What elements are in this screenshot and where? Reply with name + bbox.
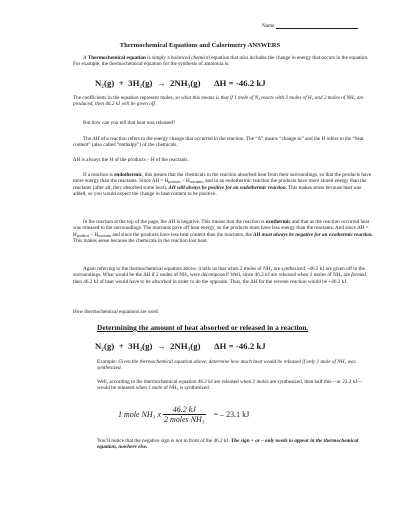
exothermic-paragraph: [73, 219, 373, 244]
conversion-calculation: [118, 405, 249, 424]
again-text-i: , then 46.2 kJ of heat would have to be: [73, 272, 368, 285]
exo-text-c: and that as the reaction occurred heat was released to the surroundings. The reactants gave off heat energy, so the products must have less energy than the reactants. And since ΔH = H: [73, 219, 370, 238]
again-released: released: [278, 272, 296, 279]
notice-rule: The sign + or – only needs to appear in the thermochemical equation, nowhere else.: [97, 438, 359, 451]
endo-text-c: , this means that the chemicals in the reaction absorbed heat from their surroundings, so that the products have more energy than the reactants. Since ΔH = H: [73, 172, 372, 185]
page-title: Thermochemical Equations and Calorimetry ANSWERS: [119, 42, 281, 49]
reverse-reaction-paragraph: [73, 266, 373, 285]
exo-term: exothermic: [265, 219, 291, 225]
calc-fraction: [163, 405, 206, 424]
example-question: Given the thermochemical equation above, determine how much heat would be released if only 1 mole of NH₃ was synthesized.: [97, 359, 356, 372]
section-heading: Determining the amount of heat absorbed or released in a reaction.: [97, 323, 309, 332]
well-text-c: are synthesized, then half this—or 23.2 kJ—would be released when: [97, 379, 363, 392]
example-label: Example:: [97, 359, 119, 365]
how-used-line: How thermochemical equations are used:: [73, 309, 159, 315]
intro-paragraph: [73, 55, 373, 68]
thermochemical-equation-2: N₂(g) + 3H₂(g) → 2NH₃(g) ΔH = -46.2 kJ: [95, 341, 266, 351]
again-decomposed: decomposed: [201, 272, 227, 279]
name-blank-line: [276, 28, 358, 29]
endo-sub-products: products: [168, 180, 181, 185]
calc-numerator: 46.2 kJ: [163, 405, 206, 415]
endo-sub-reactants: reactants: [189, 180, 203, 185]
endo-text-e: – H: [180, 178, 190, 185]
intro-text-e: equation that: [209, 55, 240, 61]
endo-text-a: If a reaction is: [83, 172, 115, 178]
exo-text-i: This makes sense because the chemicals in the reaction lost heat.: [73, 237, 208, 244]
well-one-mole: 1 mole: [148, 385, 163, 392]
endo-text-i: This makes sense because heat was added, so you would expect the change in heat content to be positive.: [73, 184, 362, 197]
coeff-text-a: The coefficients in the equation represent moles,: [73, 95, 176, 101]
heat-released-question: But how can you tell that heat was released?: [83, 120, 176, 126]
endo-rule: ΔH will always be positive for an endothermic reaction.: [168, 184, 287, 191]
delta-h-definition: ΔH is always the H of the products – H of the reactants.: [73, 157, 189, 163]
again-synthesized: synthesized: [281, 266, 305, 272]
intro-term: Thermochemical equation: [87, 55, 146, 61]
again-text-e: ? Well, since 46.2 kJ are: [226, 272, 279, 279]
endo-text-g: , and in an endothermic reaction the products have more stored energy than the reactants (after all, they absorbed some heat),: [73, 178, 367, 191]
exo-text-a: In the reaction at the top of the page, the ΔH is negative. This means that the reaction is: [83, 219, 266, 225]
sign-note-paragraph: [97, 438, 373, 451]
again-text-a: Again referring to the thermochemical equation above, it tells us that when 2 moles of NH₃ are: [83, 266, 282, 272]
intro-text-g: includes the change in energy that occurs in the equation. For example, the thermochemical equation for the synthesis of ammonia is:: [73, 55, 369, 68]
again-text-g: when 2 moles of NH₃ are: [295, 272, 352, 279]
name-field: [262, 23, 358, 29]
exo-text-g: and since the products have less heat content than the reactants, the: [111, 231, 254, 238]
well-two-moles: 2 moles: [252, 379, 269, 385]
coefficients-paragraph: [73, 95, 373, 108]
example-paragraph: [97, 359, 373, 372]
name-label: Name: [262, 23, 275, 29]
endothermic-paragraph: [73, 172, 373, 197]
again-formed: formed: [351, 272, 366, 279]
intro-also: also: [239, 55, 249, 61]
endo-term: endothermic: [114, 172, 143, 178]
coeff-text-b: so what this means is that if 1 mole of N₂ reacts with 3 moles of H₂ and 2 moles of NH₃ are produced, then 46.2 kJ will be given off.: [73, 95, 364, 108]
intro-text-c: is simply a: [145, 55, 171, 61]
again-absorbed: absorbed: [151, 278, 172, 285]
delta-h-paragraph: The ΔH of a reaction refers to the energy change that occurred in the reaction. The “Δ” means “change in” and the H refers to the “heat content” (also called “enthalpy”) of the chemicals.: [73, 136, 364, 149]
well-text-e: of NH₃ is synthesized.: [162, 385, 211, 392]
calc-result: = – 23.1 kJ: [213, 410, 250, 419]
intro-balanced: balanced chemical: [170, 55, 210, 61]
exo-text-e: – H: [89, 231, 99, 238]
notice-text-a: You’ll notice that the negative sign is not in front of the 46.2 kJ.: [97, 438, 232, 444]
calc-denominator: 2 moles NH₃: [164, 415, 205, 424]
well-text-a: Well, according to the thermochemical equation 46.2 kJ are released when: [97, 379, 253, 385]
thermochemical-equation-1: N₂(g) + 3H₂(g) → 2NH₃(g) ΔH = -46.2 kJ: [95, 78, 266, 88]
again-text-c: , -46.2 kJ are given off to the surroundings. What would be the ΔH if 2 moles of NH₃ were: [73, 266, 365, 279]
solution-paragraph: [97, 379, 373, 392]
intro-text-a: A: [83, 55, 88, 61]
again-text-k: in order to do the opposite. Thus, the ΔH for the reverse reaction would be +46.2 kJ.: [171, 278, 348, 285]
exo-rule: ΔH must always be negative for an exothermic reaction.: [253, 231, 373, 238]
exo-sub-products: products: [76, 233, 90, 238]
calc-left: 1 mole NH₃ x: [118, 410, 161, 419]
exo-sub-reactants: reactants: [98, 233, 112, 238]
